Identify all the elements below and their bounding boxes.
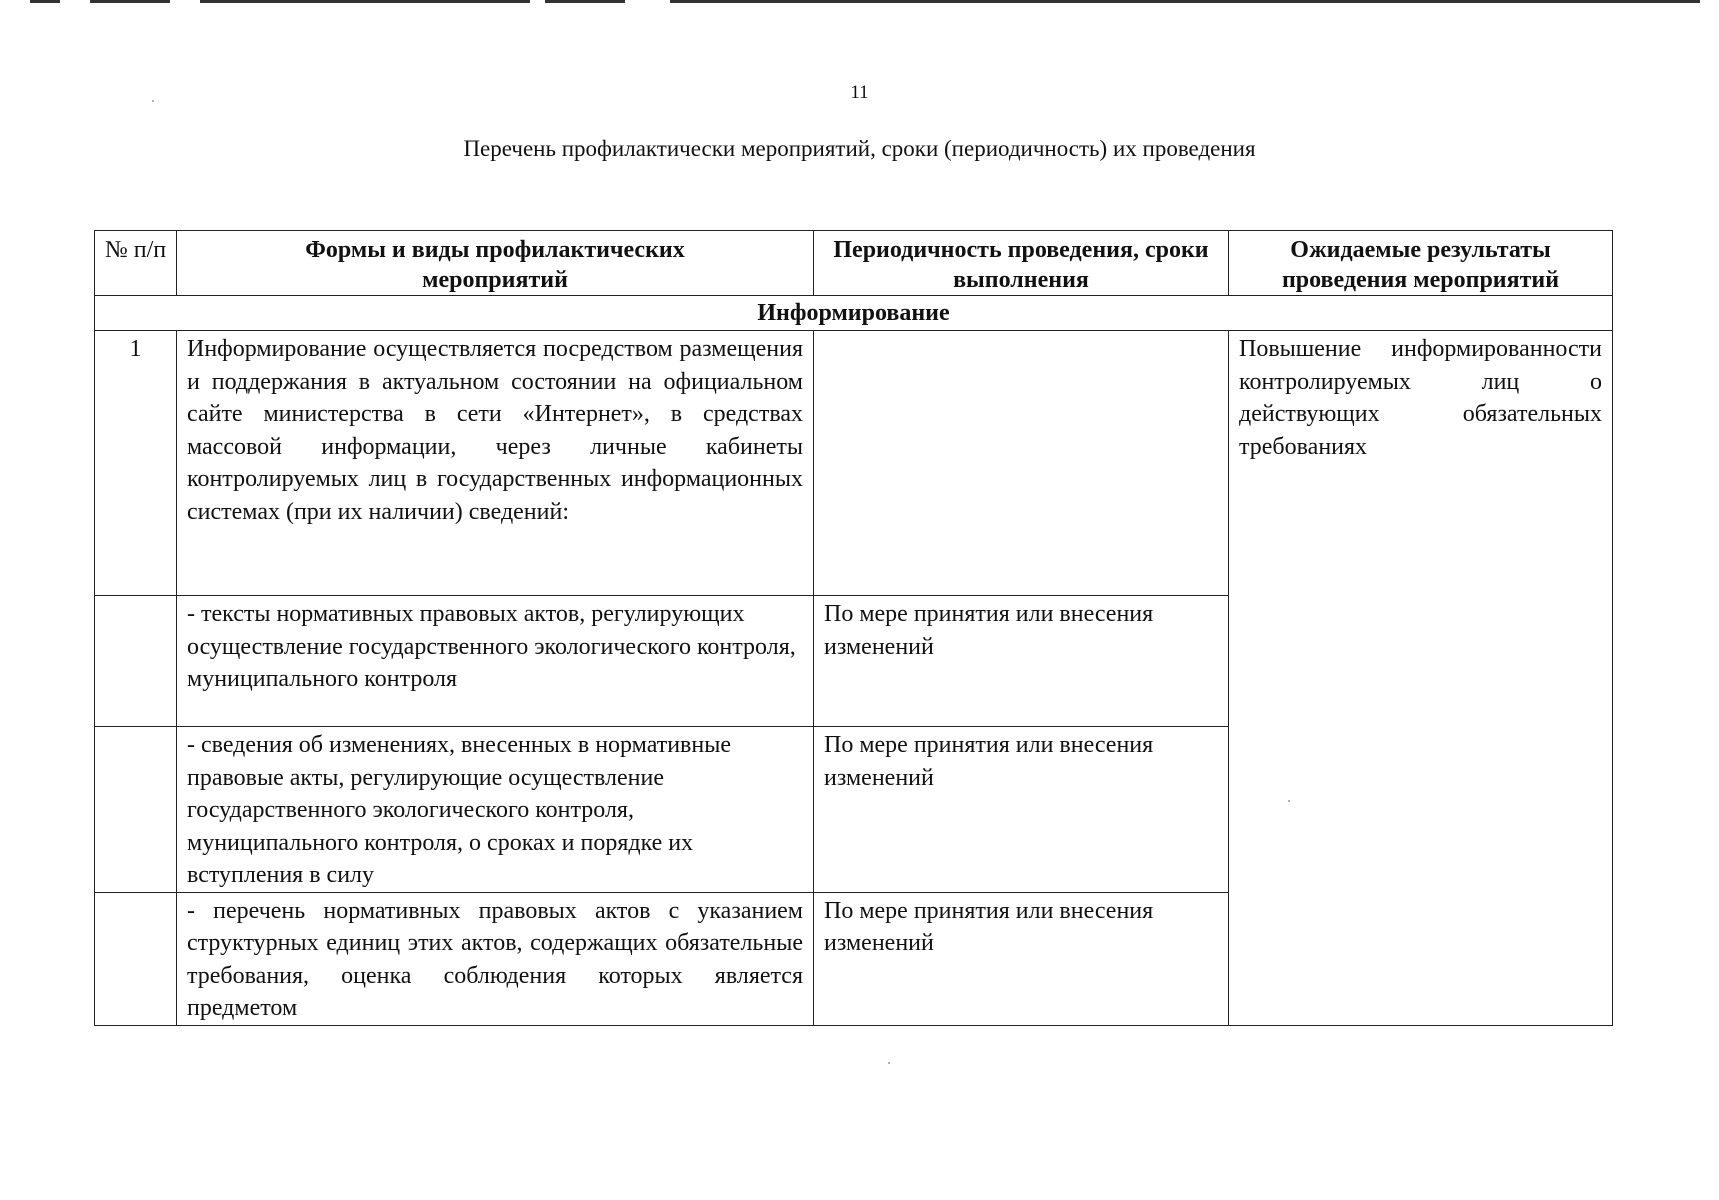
scan-speck xyxy=(1288,800,1290,802)
period-text: По мере принятия или внесения изменений xyxy=(814,892,1229,1025)
period-text xyxy=(814,331,1229,596)
header-results: Ожидаемые результаты проведения мероприятий xyxy=(1229,231,1613,296)
scan-speck xyxy=(152,100,154,102)
scan-top-edge xyxy=(0,0,1719,4)
table-header-row xyxy=(95,231,1613,296)
row-number: 1 xyxy=(95,331,177,596)
scan-speck xyxy=(888,1062,890,1064)
measure-text: - тексты нормативных правовых актов, регулирующих осуществление государственного экологического контроля, муниципального контроля xyxy=(177,596,814,727)
page-number: 11 xyxy=(850,82,869,103)
document-title: Перечень профилактически мероприятий, сроки (периодичность) их проведения xyxy=(463,136,1256,161)
measures-table xyxy=(94,230,1613,1026)
header-period: Периодичность проведения, сроки выполнения xyxy=(814,231,1229,296)
header-forms: Формы и виды профилактических мероприятий xyxy=(177,231,814,296)
measure-text-clip: - перечень нормативных правовых актов с указанием структурных единиц этих актов, содержащих обязательные требования, оценка соблюдения которых является предметом xyxy=(187,897,803,1021)
measure-text xyxy=(177,892,814,1025)
row-number xyxy=(95,892,177,1025)
section-row xyxy=(95,296,1613,331)
row-number xyxy=(95,596,177,727)
table-row xyxy=(95,331,1613,596)
period-text: По мере принятия или внесения изменений xyxy=(814,727,1229,893)
row-number xyxy=(95,727,177,893)
header-number: № п/п xyxy=(95,231,177,296)
measure-text: - сведения об изменениях, внесенных в нормативные правовые акты, регулирующие осуществление государственного экологического контроля, муниципального контроля, о сроках и порядке их вступления в силу xyxy=(177,727,814,893)
period-text: По мере принятия или внесения изменений xyxy=(814,596,1229,727)
expected-result: Повышение информированности контролируемых лиц о действующих обязательных требованиях xyxy=(1229,331,1613,1026)
measure-text: Информирование осуществляется посредством размещения и поддержания в актуальном состоянии на официальном сайте министерства в сети «Интернет», в средствах массовой информации, через личные кабинеты контролируемых лиц в государственных информационных системах (при их наличии) сведений: xyxy=(177,331,814,596)
section-heading: Информирование xyxy=(95,296,1613,331)
